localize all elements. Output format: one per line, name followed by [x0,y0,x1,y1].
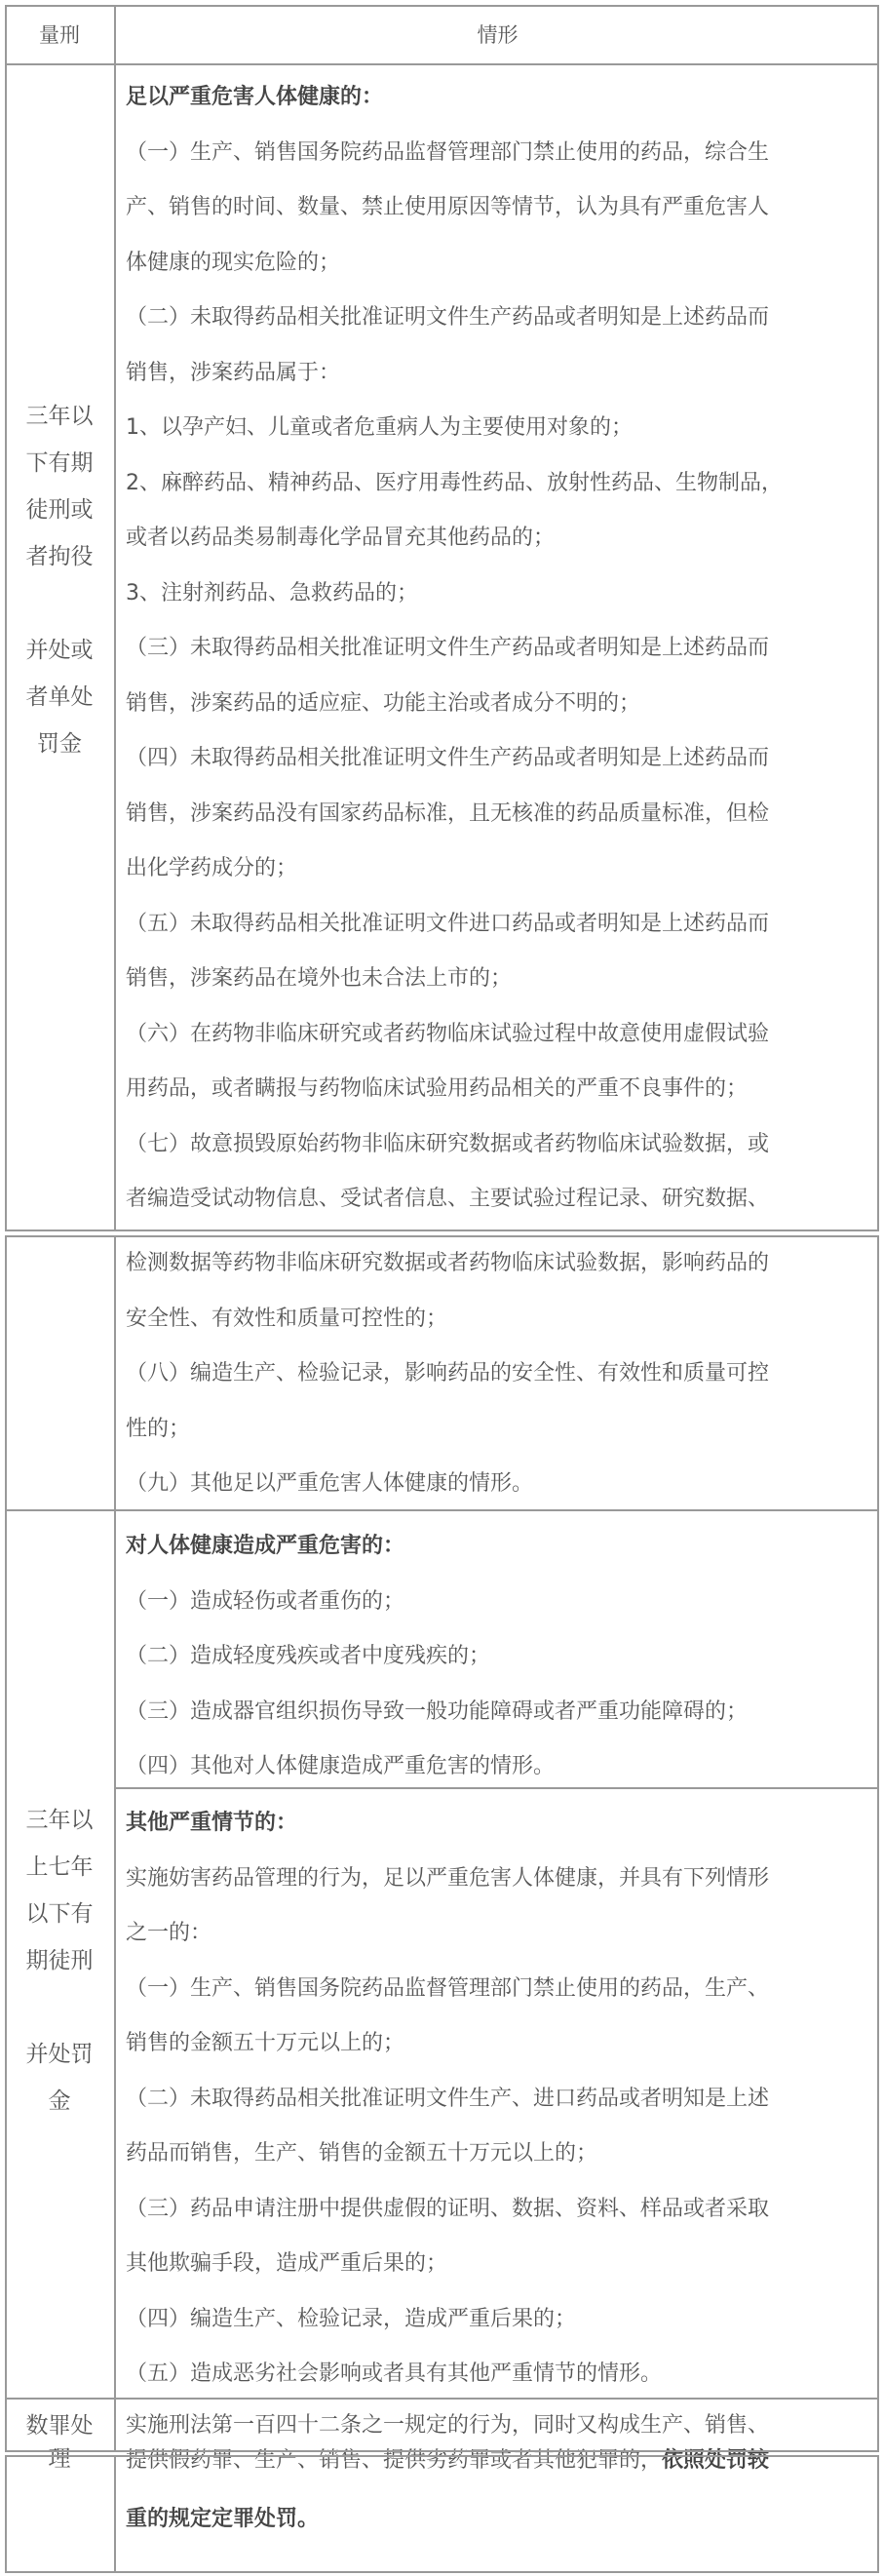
content-line: 性的； [126,1416,191,1441]
content-line: 之一的： [126,1921,212,1945]
label-line: 上七年 [25,1854,94,1880]
block3-sentence-label [5,1797,114,2125]
block5-line2: 重的规定定罪处罚。 [126,2507,320,2531]
content-line: （四）未取得药品相关批准证明文件生产药品或者明知是上述药品而 [126,746,770,770]
block3-inner-divider [116,1787,879,1789]
content-line: （四）其他对人体健康造成严重危害的情形。 [126,1754,556,1778]
content-line: （一）生产、销售国务院药品监督管理部门禁止使用的药品，生产、 [126,1975,770,2001]
content-line: （五）未取得药品相关批准证明文件进口药品或者明知是上述药品而 [126,911,770,936]
block5-line1 [126,2432,872,2490]
block5-top-border [5,2455,879,2457]
left-border-3 [5,2455,7,2573]
label-line: 金 [48,2088,71,2114]
label-gap [5,1984,114,2031]
content-line: （九）其他足以严重危害人体健康的情形。 [126,1471,534,1496]
content-line: 1、以孕产妇、儿童或者危重病人为主要使用对象的； [126,415,633,440]
content-line: 3、注射剂药品、急救药品的； [126,580,418,605]
content-line: （五）造成恶劣社会影响或者具有其他严重情节的情形。 [126,2361,663,2386]
table-top-border [5,5,879,7]
label-line: 期徒刑 [25,1948,94,1973]
label-line: 者单处 [25,684,94,710]
label-line: 罚金 [37,731,82,757]
content-line: （三）药品申请注册中提供虚假的证明、数据、资料、样品或者采取 [126,2196,770,2221]
content-line: 或者以药品类易制毒化学品冒充其他药品的； [126,526,556,550]
content-line: 销售，涉案药品在境外也未合法上市的； [126,966,513,991]
right-border-2 [877,1235,879,2451]
label-line: 三年以 [25,1808,94,1833]
content-line: 2、麻醉药品、精神药品、医疗用毒性药品、放射性药品、生物制品， [126,470,783,495]
content-line: （二）未取得药品相关批准证明文件生产、进口药品或者明知是上述 [126,2086,770,2111]
block1-bottom-border [5,1229,879,1231]
label-line: 以下有 [25,1901,94,1927]
column-divider-1 [114,5,116,1230]
content-line: （四）编造生产、检验记录，造成严重后果的； [126,2306,577,2331]
block2-top-border [5,1235,879,1237]
block5-line1-text: 提供假药罪、生产、销售、提供劣药罪或者其他犯罪的， [126,2448,663,2473]
content-line: 其他严重情节的： [126,1811,298,1835]
content-line: 对人体健康造成严重危害的： [126,1534,405,1558]
right-border-1 [877,5,879,1230]
table-bottom-border [5,2571,879,2573]
content-line: （一）生产、销售国务院药品监督管理部门禁止使用的药品，综合生 [126,139,770,165]
block2-content [126,1236,872,1512]
content-line: 体健康的现实危险的； [126,250,341,275]
label-line: 下有期 [25,450,94,476]
content-line: 销售，涉案药品没有国家药品标准，且无核准的药品质量标准，但检 [126,800,770,826]
header-circumstances: 情形 [477,23,519,47]
header-sentence: 量刑 [39,23,80,47]
content-line: （二）未取得药品相关批准证明文件生产药品或者明知是上述药品而 [126,305,770,330]
label-line: 者拘役 [25,544,94,569]
content-line: （六）在药物非临床研究或者药物临床试验过程中故意使用虚假试验 [126,1021,770,1046]
column-divider-2 [114,1235,116,2451]
content-line: 销售，涉案药品的适应症、功能主治或者成分不明的； [126,690,641,716]
header-divider [5,63,879,65]
block1-content [126,70,872,1228]
content-line: 安全性、有效性和质量可控性的； [126,1306,448,1331]
block3-bottom-border [5,2398,879,2400]
content-line: 实施妨害药品管理的行为，足以严重危害人体健康，并具有下列情形 [126,1865,770,1891]
content-line: 出化学药成分的； [126,856,298,880]
content-line: 产、销售的时间、数量、禁止使用原因等情节，认为具有严重危害人 [126,195,770,219]
label-gap [5,580,114,627]
content-line: 检测数据等药物非临床研究数据或者药物临床试验数据，影响药品的 [126,1251,770,1275]
content-line: （三）造成器官组织损伤导致一般功能障碍或者严重功能障碍的； [126,1698,749,1724]
left-border-2 [5,1235,7,2451]
content-line: （八）编造生产、检验记录，影响药品的安全性、有效性和质量可控 [126,1361,770,1386]
content-line: （七）故意损毁原始药物非临床研究数据或者药物临床试验数据，或 [126,1131,770,1156]
column-divider-3 [114,2455,116,2573]
content-line: 销售，涉案药品属于： [126,360,341,385]
content-line: 足以严重危害人体健康的： [126,85,384,109]
block3-section-b [126,1796,872,2402]
block5-label: 理 [48,2446,71,2472]
block4-label: 数罪处 [25,2413,94,2439]
content-line: 销售的金额五十万元以上的； [126,2031,405,2055]
content-line: 药品而销售，生产、销售的金额五十万元以上的； [126,2141,598,2166]
label-line: 并处罚 [25,2042,94,2067]
block4-line: 实施刑法第一百四十二条之一规定的行为，同时又构成生产、销售、 [126,2413,770,2438]
content-line: 者编造受试动物信息、受试者信息、主要试验过程记录、研究数据、 [126,1187,770,1211]
content-line: （二）造成轻度残疾或者中度残疾的； [126,1644,491,1668]
content-line: （三）未取得药品相关批准证明文件生产药品或者明知是上述药品而 [126,636,770,660]
right-border-3 [877,2455,879,2573]
label-line: 三年以 [25,404,94,429]
block5-line1-emphasis: 依照处罚较 [662,2448,770,2473]
block4-bottom-border [5,2450,879,2452]
content-line: 其他欺骗手段，造成严重后果的； [126,2251,448,2276]
block5-content [126,2432,872,2549]
block3-section-a [126,1519,872,1795]
block1-sentence-label [5,393,114,767]
label-line: 并处或 [25,638,94,663]
label-line: 徒刑或 [25,497,94,523]
left-border-1 [5,5,7,1230]
content-line: （一）造成轻伤或者重伤的； [126,1588,405,1614]
block2-bottom-border [5,1509,879,1511]
content-line: 用药品，或者瞒报与药物临床试验用药品相关的严重不良事件的； [126,1076,749,1101]
